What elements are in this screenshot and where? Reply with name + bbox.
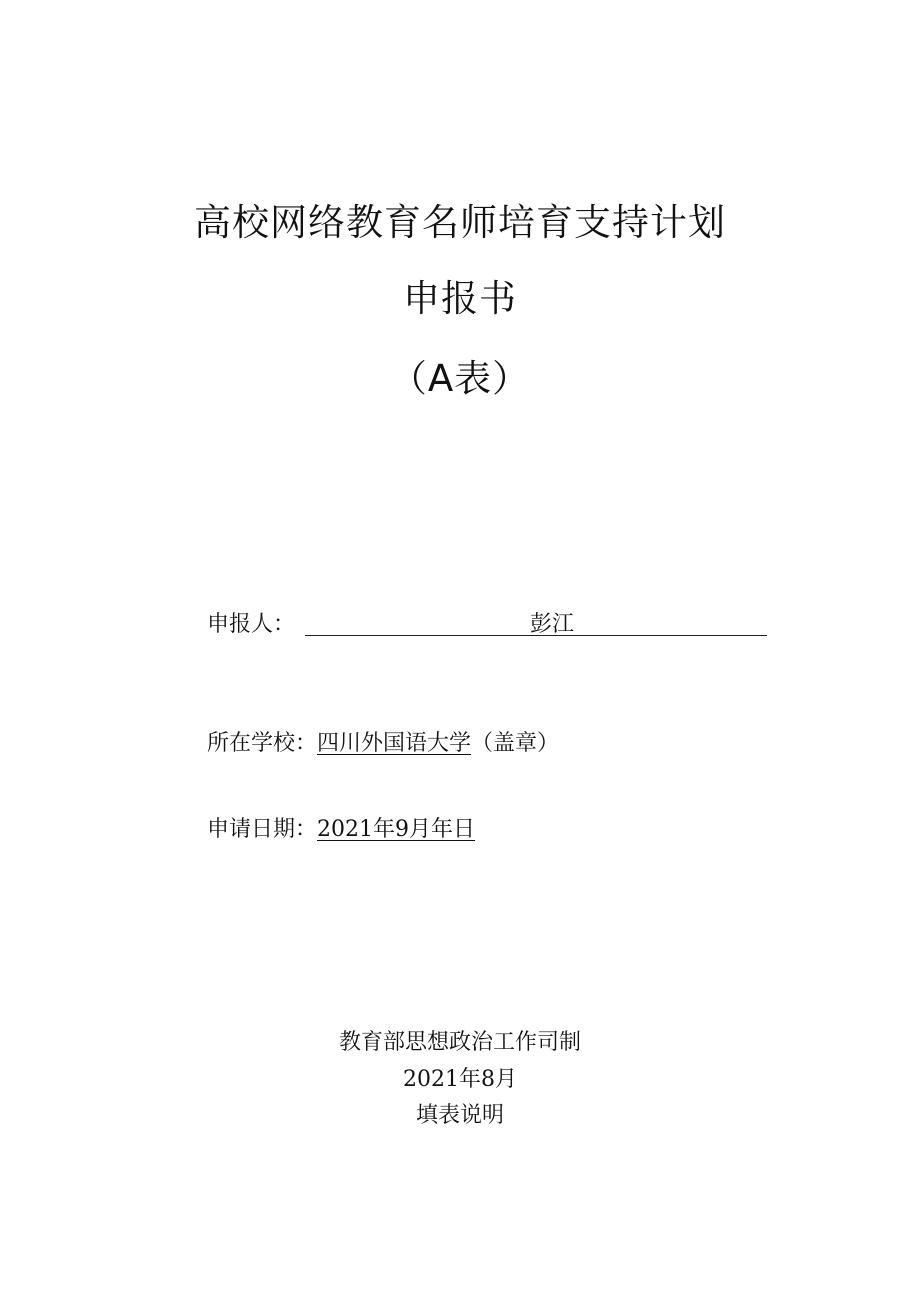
school-label: 所在学校： bbox=[207, 731, 318, 756]
document-title: 高校网络教育名师培育支持计划 bbox=[194, 201, 726, 244]
form-type-label: （A表） bbox=[389, 357, 531, 400]
issuer-text: 教育部思想政治工作司制 bbox=[338, 1030, 581, 1055]
date-field bbox=[207, 812, 475, 843]
date-label: 申请日期： bbox=[207, 817, 318, 842]
date-value: 2021年9月年日 bbox=[317, 817, 476, 842]
instructions-heading: 填表说明 bbox=[415, 1103, 504, 1128]
applicant-label: 申报人： bbox=[207, 612, 296, 637]
school-name: 四川外国语大学 bbox=[317, 731, 472, 756]
applicant-field bbox=[207, 607, 295, 638]
school-field bbox=[207, 726, 559, 757]
school-seal-note: （盖章） bbox=[471, 731, 560, 756]
document-subtitle: 申报书 bbox=[403, 277, 517, 320]
applicant-underline bbox=[305, 607, 767, 636]
issue-date: 2021年8月 bbox=[403, 1067, 517, 1092]
applicant-name: 彭江 bbox=[530, 612, 575, 637]
